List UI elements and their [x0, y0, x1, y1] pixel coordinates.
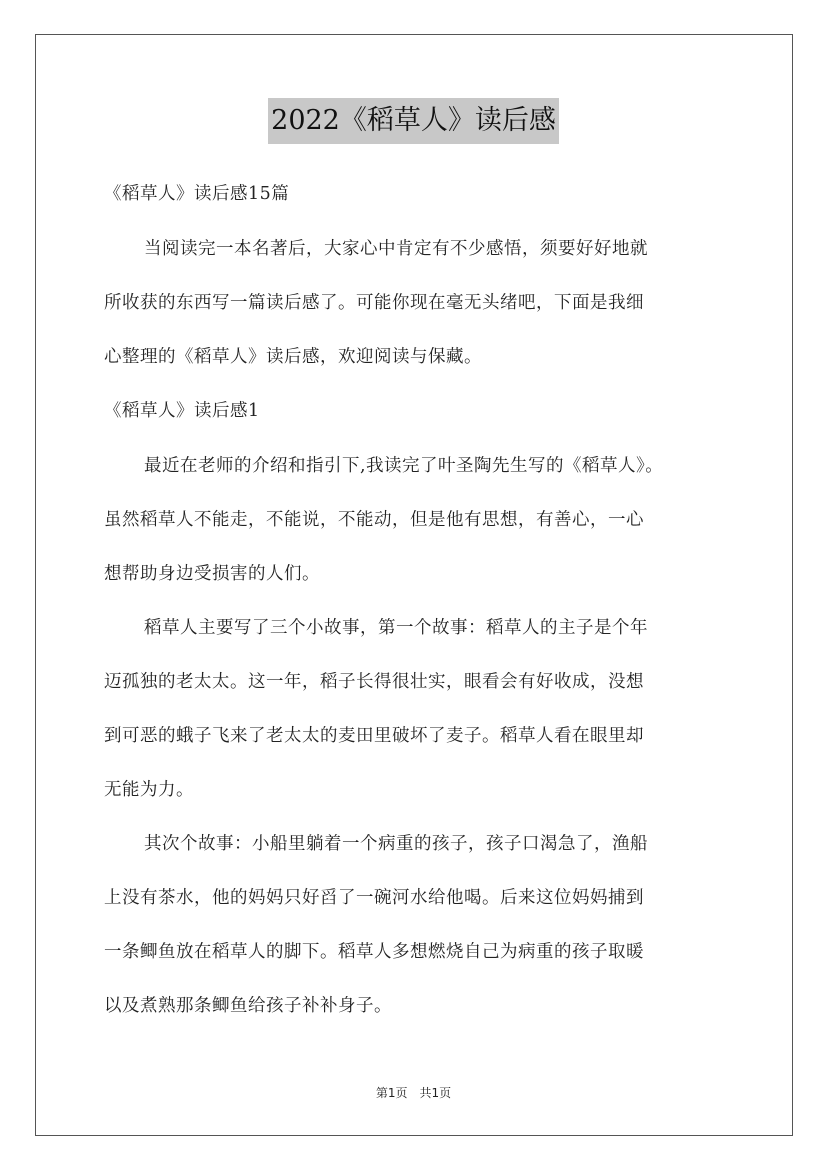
text-line: 迈孤独的老太太。这一年，稻子长得很壮实，眼看会有好收成，没想 — [104, 672, 644, 692]
page-number-footer: 第1页 共1页 — [375, 1086, 452, 1100]
text-line: 想帮助身边受损害的人们。 — [104, 564, 320, 584]
text-line: 上没有茶水，他的妈妈只好舀了一碗河水给他喝。后来这位妈妈捕到 — [104, 888, 644, 908]
text-line: 所收获的东西写一篇读后感了。可能你现在毫无头绪吧，下面是我细 — [104, 293, 644, 313]
text-line: 以及煮熟那条鲫鱼给孩子补补身子。 — [104, 996, 392, 1016]
text-line: 到可恶的蛾子飞来了老太太的麦田里破坏了麦子。稻草人看在眼里却 — [104, 726, 644, 746]
document-title-container — [0, 98, 827, 144]
text-line: 稻草人主要写了三个小故事，第一个故事：稻草人的主子是个年 — [144, 618, 648, 638]
text-line: 最近在老师的介绍和指引下,我读完了叶圣陶先生写的《稻草人》。 — [144, 456, 664, 476]
text-line: 当阅读完一本名著后，大家心中肯定有不少感悟，须要好好地就 — [144, 239, 648, 259]
text-line: 心整理的《稻草人》读后感，欢迎阅读与保藏。 — [104, 347, 482, 367]
text-line: 虽然稻草人不能走，不能说，不能动，但是他有思想，有善心，一心 — [104, 510, 644, 530]
text-line: 无能为力。 — [104, 780, 194, 800]
subtitle-line: 《稻草人》读后感15篇 — [104, 184, 290, 204]
text-line: 其次个故事：小船里躺着一个病重的孩子，孩子口渴急了，渔船 — [144, 834, 648, 854]
text-line: 一条鲫鱼放在稻草人的脚下。稻草人多想燃烧自己为病重的孩子取暖 — [104, 942, 644, 962]
section-heading: 《稻草人》读后感1 — [104, 401, 260, 421]
document-title: 2022《稻草人》读后感 — [268, 98, 559, 144]
